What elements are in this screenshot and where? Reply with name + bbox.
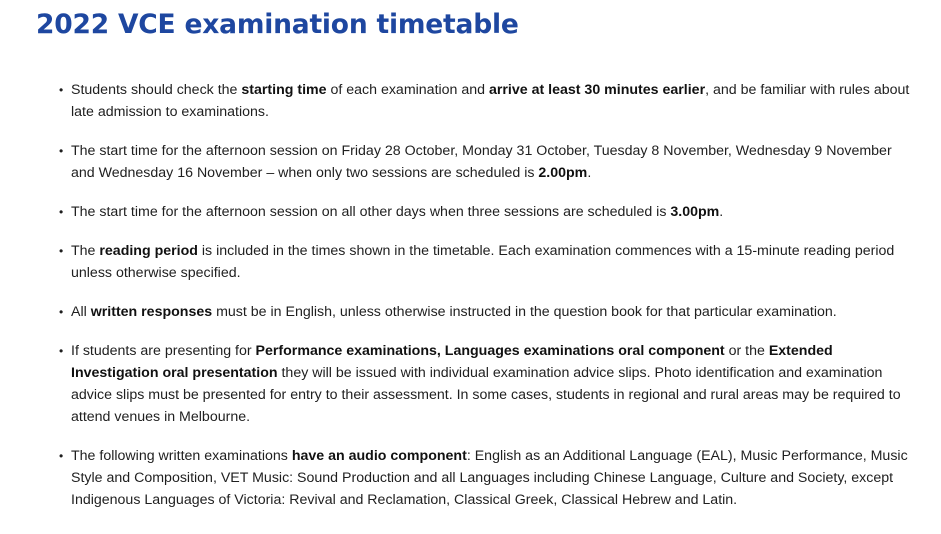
note-text: they will be issued with individual examination advice slips. Photo identification and examination advice slips must be presented for entry to their assessment. In some cases, students in regional and rural areas may be required to attend venues in Melbourne. <box>71 365 901 425</box>
note-audio-component <box>57 445 919 511</box>
note-reading-period <box>57 240 919 284</box>
note-text: or the <box>724 343 769 359</box>
note-text: Students should check the <box>71 82 242 98</box>
note-text: If students are presenting for <box>71 343 256 359</box>
note-starting-time <box>57 79 919 123</box>
exam-notes-list <box>57 79 919 528</box>
note-text: is included in the times shown in the timetable. Each examination commences with a 15-minute reading period unless otherwise specified. <box>71 243 895 281</box>
note-three-session-start <box>57 201 919 223</box>
note-text: All <box>71 304 91 320</box>
note-text: must be in English, unless otherwise instructed in the question book for that particular examination. <box>212 304 837 320</box>
note-text: of each examination and <box>326 82 489 98</box>
note-emphasis: have an audio component <box>291 448 467 464</box>
note-text: : English as an Additional Language (EAL), Music Performance, Music Style and Composition, VET Music: Sound Production and all Languages including Chinese Language, Culture and Society, except Indigenous Languages of Victoria: Revival and Reclamation, Classical Greek, Classical Hebrew and Latin. <box>71 448 908 508</box>
note-text: . <box>719 204 724 220</box>
note-emphasis: arrive at least 30 minutes earlier <box>489 82 706 98</box>
note-text: The following written examinations <box>71 448 292 464</box>
note-text: The <box>71 243 100 259</box>
note-performance-exams <box>57 340 919 428</box>
note-text: The start time for the afternoon session on all other days when three sessions are scheduled is <box>71 204 671 220</box>
note-emphasis: 2.00pm <box>538 165 588 181</box>
note-text: . <box>587 165 592 181</box>
note-emphasis: starting time <box>241 82 327 98</box>
note-emphasis: 3.00pm <box>670 204 720 220</box>
note-emphasis: reading period <box>99 243 198 259</box>
page-title: 2022 VCE examination timetable <box>36 9 519 40</box>
note-text: The start time for the afternoon session on Friday 28 October, Monday 31 October, Tuesday 8 November, Wednesday 9 November and Wednesday 16 November – when only two sessions are scheduled is <box>71 143 892 181</box>
note-two-session-start <box>57 140 919 184</box>
note-emphasis: Performance examinations, Languages examinations oral component <box>255 343 725 359</box>
note-written-responses <box>57 301 919 323</box>
note-text: , and be familiar with rules about late admission to examinations. <box>71 82 910 120</box>
note-emphasis: written responses <box>90 304 213 320</box>
note-emphasis: Extended Investigation oral presentation <box>71 343 833 381</box>
